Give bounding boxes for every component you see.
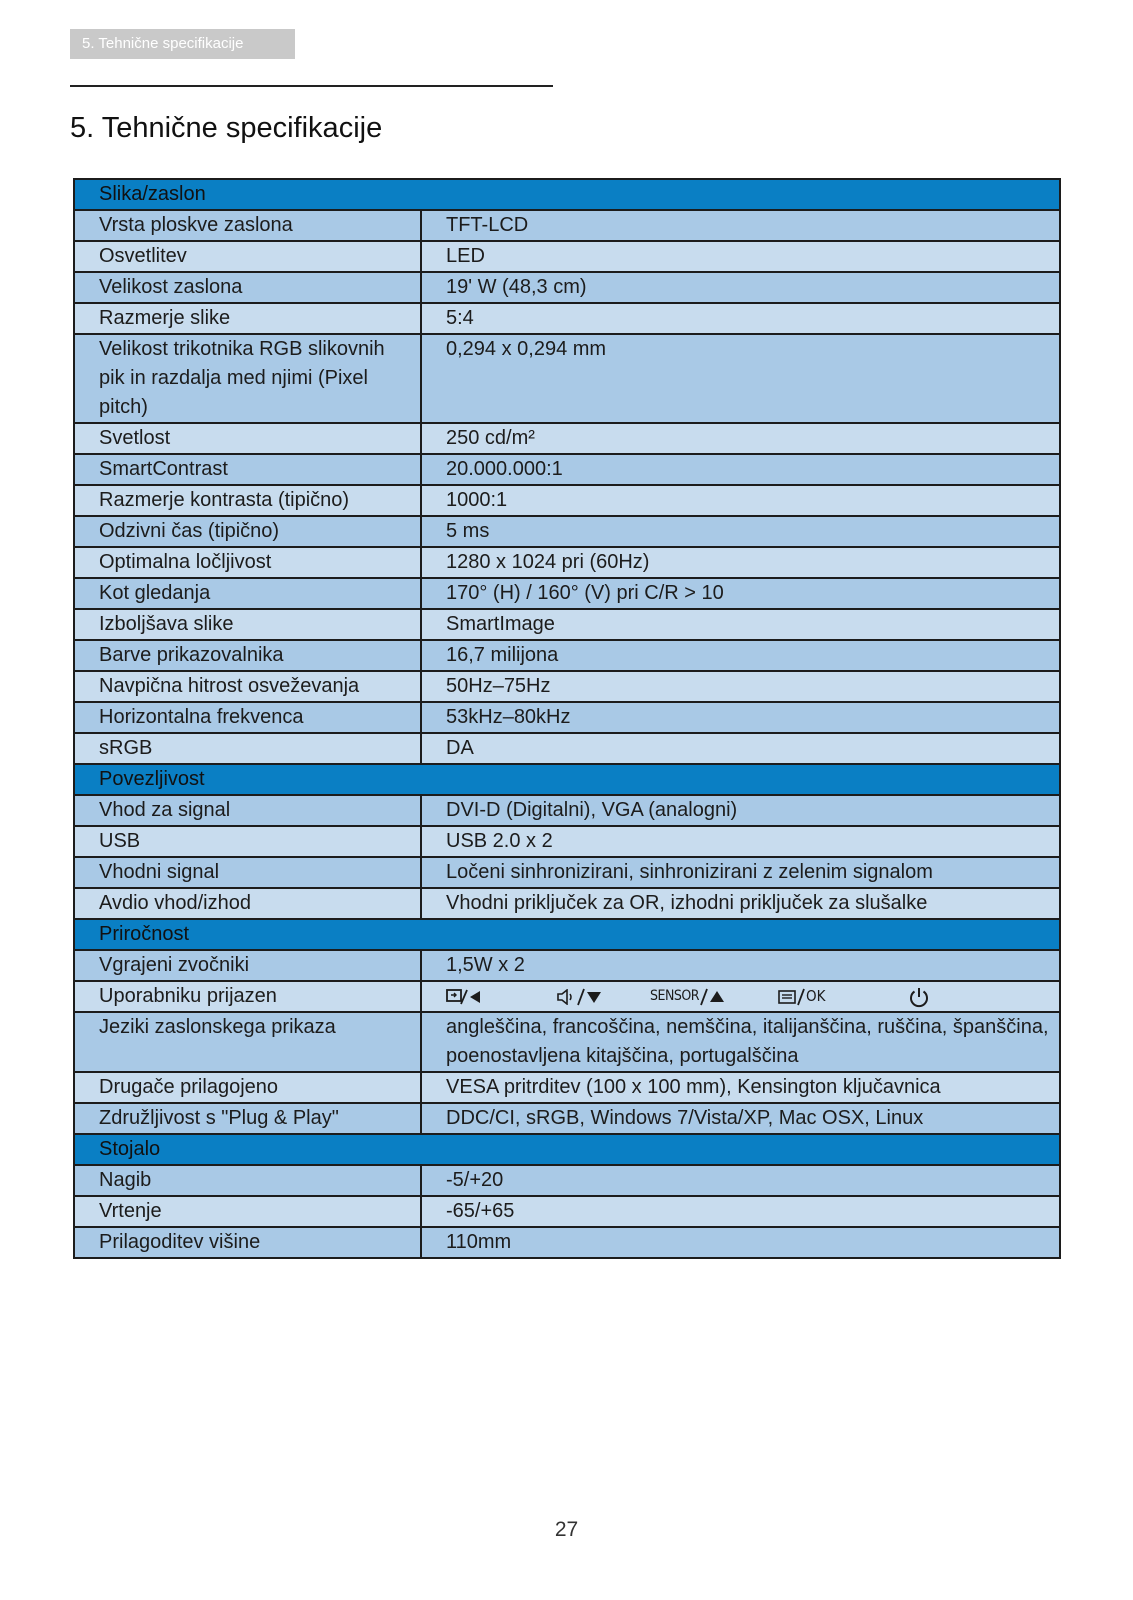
spec-value: 50Hz–75Hz [421,671,1060,702]
section-header [74,179,1060,210]
power-control [908,986,930,1008]
spec-label: Uporabniku prijazen [74,981,421,1012]
spec-value: 0,294 x 0,294 mm [421,334,1060,423]
spec-label: Razmerje kontrasta (tipično) [74,485,421,516]
spec-value: 19' W (48,3 cm) [421,272,1060,303]
table-row [74,210,1060,241]
spec-value: LED [421,241,1060,272]
speaker-icon [556,989,576,1005]
spec-value: 110mm [421,1227,1060,1258]
table-row [74,1227,1060,1258]
spec-label: Velikost trikotnika RGB slikovnih pik in razdalja med njimi (Pixel pitch) [74,334,421,423]
spec-value: angleščina, francoščina, nemščina, italijanščina, ruščina, španščina, poenostavljena kitajščina, portugalščina [421,1012,1060,1072]
spec-label: Prilagoditev višine [74,1227,421,1258]
input-select-icon [446,988,468,1006]
header-section-tab: 5. Tehnične specifikacije [70,29,295,59]
sensor-up-control [650,982,778,1011]
spec-value: TFT-LCD [421,210,1060,241]
table-row [74,423,1060,454]
table-row [74,702,1060,733]
spec-value: -65/+65 [421,1196,1060,1227]
spec-table [73,178,1061,1259]
section-title: Povezljivost [74,764,1060,795]
spec-label: SmartContrast [74,454,421,485]
spec-label: Barve prikazovalnika [74,640,421,671]
spec-label: USB [74,826,421,857]
spec-label: Horizontalna frekvenca [74,702,421,733]
table-row [74,950,1060,981]
spec-value: 20.000.000:1 [421,454,1060,485]
control-icons [446,982,1059,1011]
spec-value: 5:4 [421,303,1060,334]
volume-down-control [556,988,650,1006]
spec-label: Svetlost [74,423,421,454]
spec-value: 250 cd/m² [421,423,1060,454]
table-row [74,454,1060,485]
slash-icon [699,988,709,1006]
spec-label: Velikost zaslona [74,272,421,303]
control-icons-cell [421,981,1060,1012]
spec-value: Ločeni sinhronizirani, sinhronizirani z zelenim signalom [421,857,1060,888]
down-triangle-icon [586,990,602,1004]
menu-icon [778,989,796,1005]
spec-label: Razmerje slike [74,303,421,334]
spec-value: 1280 x 1024 pri (60Hz) [421,547,1060,578]
spec-value: 5 ms [421,516,1060,547]
spec-value: -5/+20 [421,1165,1060,1196]
ok-label: OK [806,987,826,1005]
spec-label: Kot gledanja [74,578,421,609]
spec-value: USB 2.0 x 2 [421,826,1060,857]
spec-value: 170° (H) / 160° (V) pri C/R > 10 [421,578,1060,609]
table-row [74,1165,1060,1196]
spec-label: Združljivost s "Plug & Play" [74,1103,421,1134]
table-row [74,516,1060,547]
table-row [74,640,1060,671]
power-icon [908,986,930,1008]
spec-label: Odzivni čas (tipično) [74,516,421,547]
spec-label: Izboljšava slike [74,609,421,640]
spec-value: 16,7 milijona [421,640,1060,671]
spec-label: Nagib [74,1165,421,1196]
section-title: Priročnost [74,919,1060,950]
table-row [74,1196,1060,1227]
input-left-control [446,988,556,1006]
spec-value: Vhodni priključek za OR, izhodni priključek za slušalke [421,888,1060,919]
section-title: Slika/zaslon [74,179,1060,210]
table-row [74,547,1060,578]
spec-label: Vhod za signal [74,795,421,826]
spec-value: DDC/CI, sRGB, Windows 7/Vista/XP, Mac OSX, Linux [421,1103,1060,1134]
spec-value: 1,5W x 2 [421,950,1060,981]
page-number: 27 [554,1518,579,1541]
spec-value: DVI-D (Digitalni), VGA (analogni) [421,795,1060,826]
section-header [74,764,1060,795]
spec-value: 1000:1 [421,485,1060,516]
table-row [74,485,1060,516]
table-row [74,241,1060,272]
section-title: Stojalo [74,1134,1060,1165]
spec-label: Optimalna ločljivost [74,547,421,578]
spec-label: Drugače prilagojeno [74,1072,421,1103]
spec-label: sRGB [74,733,421,764]
table-row [74,303,1060,334]
left-triangle-icon [468,990,482,1004]
slash-icon [576,988,586,1006]
spec-label: Avdio vhod/izhod [74,888,421,919]
spec-value: 53kHz–80kHz [421,702,1060,733]
section-header [74,1134,1060,1165]
table-row [74,826,1060,857]
up-triangle-icon [709,990,725,1004]
spec-label: Vrtenje [74,1196,421,1227]
table-row [74,888,1060,919]
table-row [74,671,1060,702]
table-row [74,795,1060,826]
spec-label: Navpična hitrost osveževanja [74,671,421,702]
table-row [74,733,1060,764]
spec-value: DA [421,733,1060,764]
slash-icon [796,988,806,1006]
spec-value: VESA pritrditev (100 x 100 mm), Kensington ključavnica [421,1072,1060,1103]
section-header [74,919,1060,950]
table-row [74,334,1060,423]
table-row [74,857,1060,888]
spec-value: SmartImage [421,609,1060,640]
page-title: 5. Tehnične specifikacije [70,112,383,144]
table-row [74,1103,1060,1134]
table-row [74,1012,1060,1072]
table-row [74,981,1060,1012]
spec-label: Vhodni signal [74,857,421,888]
table-row [74,609,1060,640]
table-row [74,578,1060,609]
header-divider [70,85,553,87]
spec-label: Vrsta ploskve zaslona [74,210,421,241]
spec-label: Jeziki zaslonskega prikaza [74,1012,421,1072]
table-row [74,1072,1060,1103]
sensor-label: SENSOR [650,988,700,1004]
spec-label: Osvetlitev [74,241,421,272]
table-row [74,272,1060,303]
spec-label: Vgrajeni zvočniki [74,950,421,981]
menu-ok-control [778,982,908,1011]
